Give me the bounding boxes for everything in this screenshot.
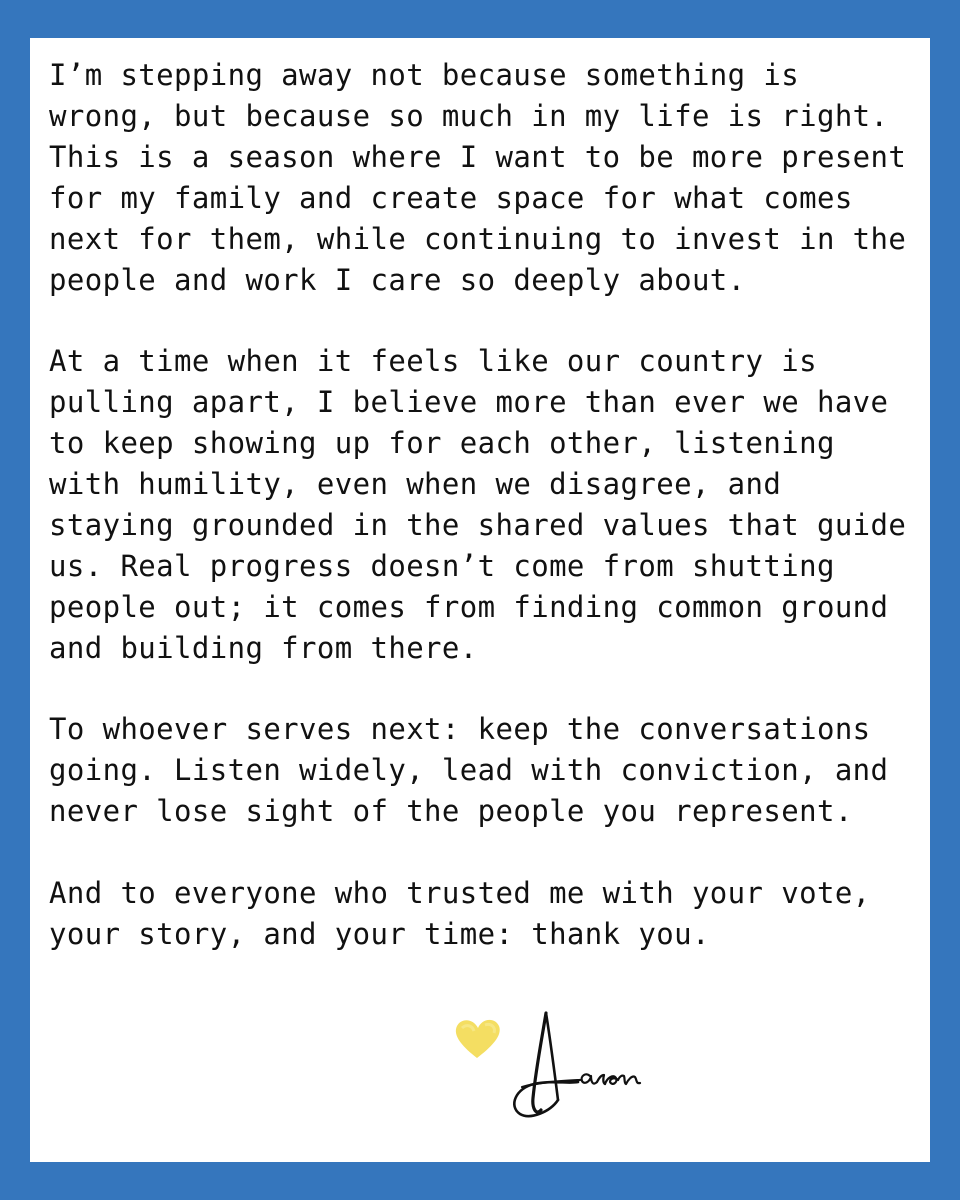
text-line: next for them, while continuing to invest in the — [49, 221, 907, 256]
paragraph-3 — [49, 709, 919, 832]
text-line: To whoever serves next: keep the conversations — [49, 712, 871, 747]
text-line: and building from there. — [49, 630, 478, 665]
paragraph-2 — [49, 341, 919, 668]
text-line: people and work I care so deeply about. — [49, 262, 746, 297]
text-line: staying grounded in the shared values that guide — [49, 507, 907, 542]
text-line: people out; it comes from finding common ground — [49, 589, 889, 624]
text-line: wrong, but because so much in my life is right. — [49, 98, 889, 133]
paragraph-4 — [49, 873, 919, 955]
letter-card — [30, 38, 930, 1162]
text-line: to keep showing up for each other, listening — [49, 426, 835, 461]
text-line: This is a season where I want to be more present — [49, 139, 907, 174]
text-line: going. Listen widely, lead with conviction, and — [49, 753, 889, 788]
text-line: us. Real progress doesn’t come from shutting — [49, 548, 835, 583]
letter-body — [49, 55, 919, 996]
text-line: your story, and your time: thank you. — [49, 916, 710, 951]
text-line: with humility, even when we disagree, and — [49, 467, 782, 502]
text-line: pulling apart, I believe more than ever we have — [49, 385, 889, 420]
text-line: never lose sight of the people you represent. — [49, 794, 853, 829]
text-line: At a time when it feels like our country is — [49, 344, 817, 379]
signature-strokes — [514, 1013, 640, 1116]
signature — [450, 998, 650, 1128]
text-line: And to everyone who trusted me with your vote, — [49, 876, 871, 911]
paragraph-1 — [49, 55, 919, 300]
text-line: for my family and create space for what comes — [49, 180, 853, 215]
signature-graphic — [450, 998, 650, 1128]
text-line: I’m stepping away not because something is — [49, 58, 800, 92]
